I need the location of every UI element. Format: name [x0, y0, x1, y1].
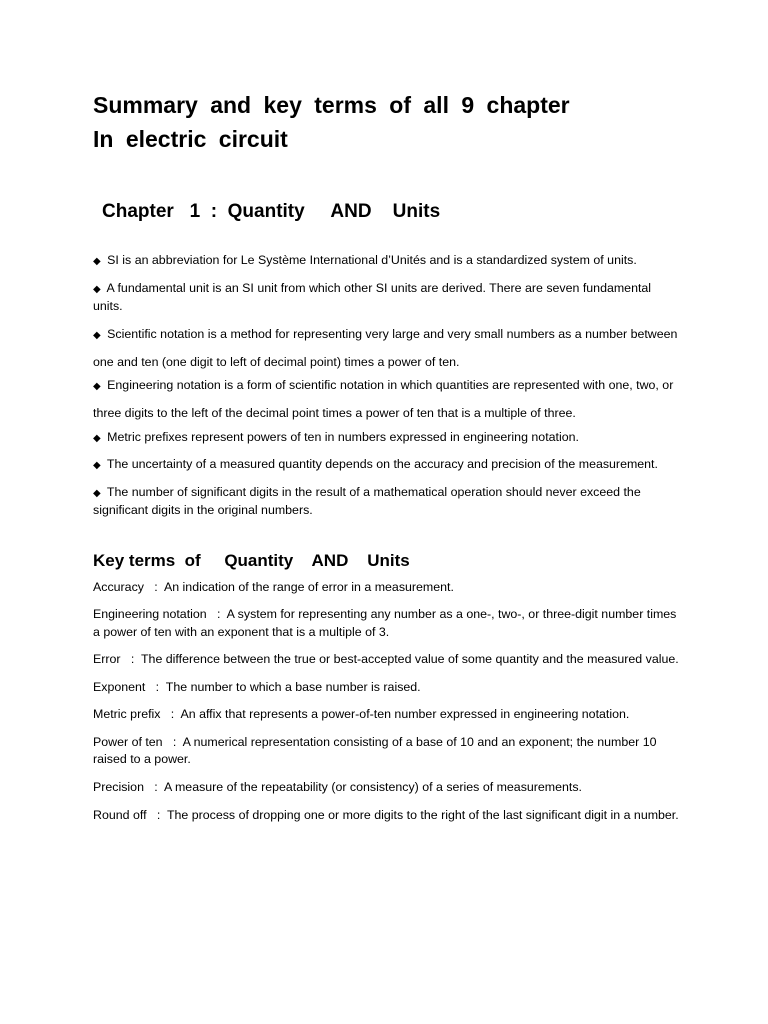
term-separator: :: [143, 579, 164, 594]
term-definition: A numerical representation consisting of a base of 10 and an exponent; the number 10 raised to a power.: [93, 734, 657, 766]
term-definition: An affix that represents a power-of-ten number expressed in engineering notation.: [180, 707, 630, 721]
summary-point: [93, 484, 683, 520]
diamond-bullet-icon: ◆: [93, 256, 101, 267]
term-definition: A measure of the repeatability (or consistency) of a series of measurements.: [163, 779, 582, 794]
document-page: [93, 88, 683, 839]
term-separator: :: [146, 808, 167, 822]
summary-point: [93, 456, 683, 475]
key-term-item: [93, 706, 683, 724]
term-name: Metric prefix: [93, 707, 161, 721]
summary-text: Metric prefixes represent powers of ten in numbers expressed in engineering notation.: [107, 429, 579, 444]
summary-text: Scientific notation is a method for representing very large and very small numbers as a number between one and ten (one digit to left of decimal point) times a power of ten.: [93, 326, 678, 369]
diamond-bullet-icon: ◆: [93, 487, 101, 499]
title-line-1: Summary and key terms of all 9 chapter: [93, 92, 570, 118]
summary-text: SI is an abbreviation for Le Système International d’Unités and is a standardized system of units.: [107, 253, 637, 267]
key-term-item: [93, 679, 683, 697]
summary-list: [93, 252, 683, 520]
key-term-item: [93, 579, 683, 597]
term-definition: An indication of the range of error in a measurement.: [163, 579, 454, 594]
key-term-item: [93, 606, 683, 641]
term-separator: :: [206, 607, 227, 621]
summary-point: [93, 252, 683, 271]
key-term-item: [93, 801, 683, 829]
chapter-heading: Chapter 1 : Quantity AND Units: [102, 201, 441, 222]
diamond-bullet-icon: ◆: [93, 283, 101, 295]
term-name: Engineering notation: [93, 607, 207, 621]
term-name: Error: [93, 652, 121, 666]
term-separator: :: [162, 734, 183, 749]
key-term-item: [93, 651, 683, 669]
term-name: Exponent: [93, 679, 146, 694]
term-definition: The process of dropping one or more digits to the right of the last significant digit in a number.: [166, 808, 679, 822]
term-name: Accuracy: [93, 579, 144, 594]
title-line-2: In electric circuit: [93, 126, 288, 152]
term-name: Round off: [93, 808, 147, 822]
term-name: Power of ten: [93, 734, 163, 749]
term-name: Precision: [93, 779, 144, 794]
term-definition: The number to which a base number is raised.: [165, 679, 421, 694]
diamond-bullet-icon: ◆: [93, 329, 101, 341]
key-term-item: [93, 734, 683, 769]
term-definition: The difference between the true or best-accepted value of some quantity and the measured value.: [140, 652, 679, 666]
summary-point: [93, 429, 683, 448]
term-separator: :: [160, 707, 181, 721]
term-separator: :: [143, 779, 164, 794]
document-title: [93, 88, 683, 156]
key-terms-heading: Key terms of Quantity AND Units: [93, 550, 410, 570]
summary-text: Engineering notation is a form of scientific notation in which quantities are represented with one, two, or three digits to the left of the decimal point times a power of ten that is a multiple of three.: [93, 377, 674, 420]
diamond-bullet-icon: ◆: [93, 432, 101, 444]
summary-point: [93, 372, 683, 427]
diamond-bullet-icon: ◆: [93, 380, 101, 392]
term-separator: :: [120, 652, 141, 666]
key-terms-list: [93, 579, 683, 830]
summary-point: [93, 321, 683, 376]
term-definition: A system for representing any number as a one-, two-, or three-digit number times a power of ten with an exponent that is a multiple of 3.: [93, 607, 677, 639]
diamond-bullet-icon: ◆: [93, 460, 101, 471]
summary-text: The uncertainty of a measured quantity depends on the accuracy and precision of the measurement.: [106, 457, 658, 471]
summary-text: The number of significant digits in the result of a mathematical operation should never exceed the significant digits in the original numbers.: [93, 484, 641, 517]
summary-text: A fundamental unit is an SI unit from which other SI units are derived. There are seven fundamental units.: [93, 280, 652, 313]
summary-point: [93, 280, 683, 316]
term-separator: :: [145, 679, 166, 694]
key-term-item: [93, 779, 683, 797]
